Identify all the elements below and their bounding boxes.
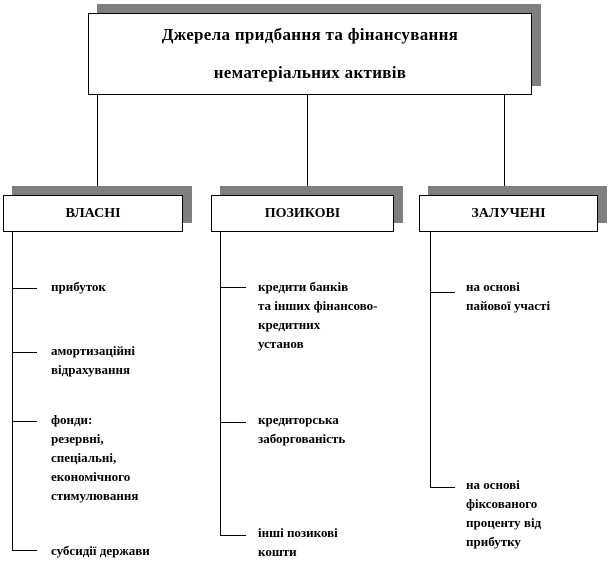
branch-vlasni-1 (12, 288, 37, 289)
list-item-vlasni-amortization: амортизаційні відрахування (51, 343, 136, 377)
tree-trunk-zalucheni (430, 232, 431, 488)
list-item-pozykovi-other: інші позикові кошти (258, 525, 338, 559)
branch-vlasni-3 (12, 421, 37, 422)
list-item-zalucheni-share: на основі пайової участі (466, 279, 551, 313)
branch-vlasni-2 (12, 352, 37, 353)
tree-trunk-pozykovi (220, 232, 221, 536)
branch-zalucheni-1 (430, 292, 455, 293)
connector-title-pozykovi (307, 95, 308, 195)
title-line-2: нематеріальних активів (213, 63, 407, 82)
list-item-vlasni-funds: фонди: резервні, спеціальні, економічного стимулювання (51, 412, 139, 503)
connector-title-zalucheni (504, 95, 505, 195)
category-box-vlasni (3, 195, 183, 232)
category-box-zalucheni (419, 195, 598, 232)
branch-pozykovi-2 (220, 422, 246, 423)
list-item-vlasni-subsidies: субсидії держави (51, 543, 150, 558)
list-item-pozykovi-bank-credits: кредити банків та інших фінансово- кредитних установ (258, 279, 378, 351)
category-label-zalucheni: ЗАЛУЧЕНІ (471, 205, 546, 221)
branch-vlasni-4 (12, 550, 37, 551)
category-box-pozykovi (211, 195, 394, 232)
list-item-zalucheni-fixed-percent: на основі фіксованого проценту від прибутку (466, 477, 542, 549)
title-line-1: Джерела придбання та фінансування (161, 25, 459, 44)
connector-title-vlasni (97, 95, 98, 195)
category-label-pozykovi: ПОЗИКОВІ (264, 205, 341, 221)
list-item-vlasni-profit: прибуток (51, 279, 106, 294)
branch-pozykovi-3 (220, 535, 246, 536)
tree-trunk-vlasni (12, 232, 13, 551)
list-item-pozykovi-accounts-payable: кредиторська заборгованість (258, 412, 346, 446)
category-label-vlasni: ВЛАСНІ (65, 205, 121, 221)
branch-zalucheni-2 (430, 487, 455, 488)
diagram-title-box (88, 13, 532, 95)
branch-pozykovi-1 (220, 287, 246, 288)
